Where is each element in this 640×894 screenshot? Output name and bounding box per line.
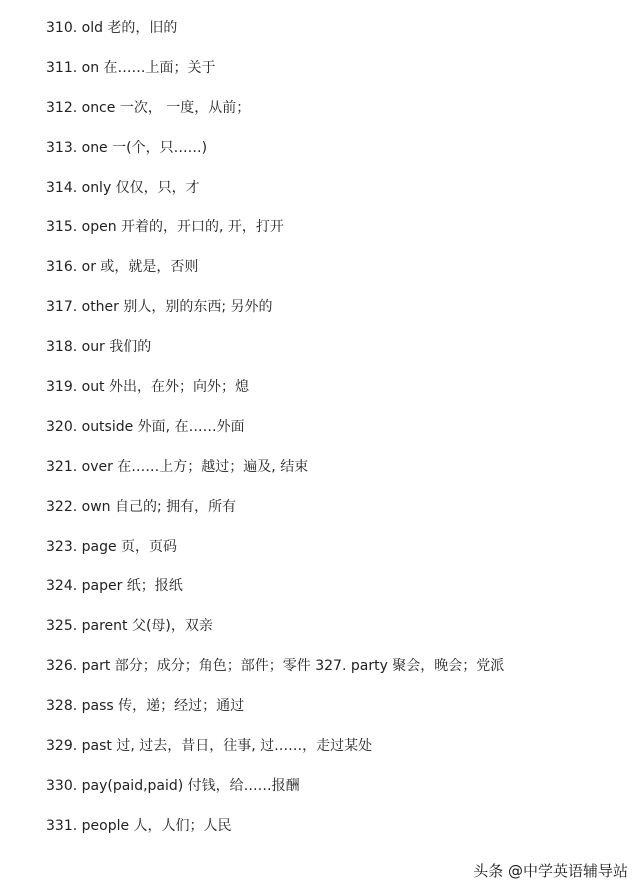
list-item: 319. out 外出，在外；向外；熄 (46, 379, 249, 396)
list-item: 321. over 在……上方；越过；遍及, 结束 (46, 458, 309, 475)
list-item: 312. once 一次， 一度，从前； (46, 99, 251, 116)
list-item: 315. open 开着的，开口的, 开，打开 (46, 219, 284, 236)
vocabulary-list (46, 17, 630, 855)
list-item: 322. own 自己的; 拥有，所有 (46, 498, 237, 515)
list-item: 311. on 在……上面；关于 (46, 59, 216, 76)
list-item: 325. parent 父(母)，双亲 (46, 618, 213, 635)
list-item: 330. pay(paid,paid) 付钱，给……报酬 (46, 777, 300, 794)
list-item: 318. our 我们的 (46, 339, 152, 356)
watermark: 头条 @中学英语辅导站 (473, 862, 628, 880)
list-item: 331. people 人，人们；人民 (46, 817, 232, 834)
list-item: 316. or 或，就是，否则 (46, 259, 199, 276)
list-item: 324. paper 纸；报纸 (46, 578, 183, 595)
list-item: 329. past 过, 过去，昔日，往事, 过……，走过某处 (46, 738, 373, 755)
list-item: 326. part 部分；成分；角色；部件；零件 327. party 聚会，晚会；党派 (46, 658, 505, 675)
list-item: 320. outside 外面, 在……外面 (46, 418, 245, 435)
list-item: 323. page 页，页码 (46, 538, 178, 555)
list-item: 314. only 仅仅，只，才 (46, 179, 200, 196)
list-item: 328. pass 传，递；经过；通过 (46, 698, 245, 715)
list-item: 313. one 一(个，只……) (46, 139, 208, 156)
list-item: 317. other 别人，别的东西; 另外的 (46, 299, 273, 316)
list-item: 310. old 老的，旧的 (46, 20, 178, 36)
